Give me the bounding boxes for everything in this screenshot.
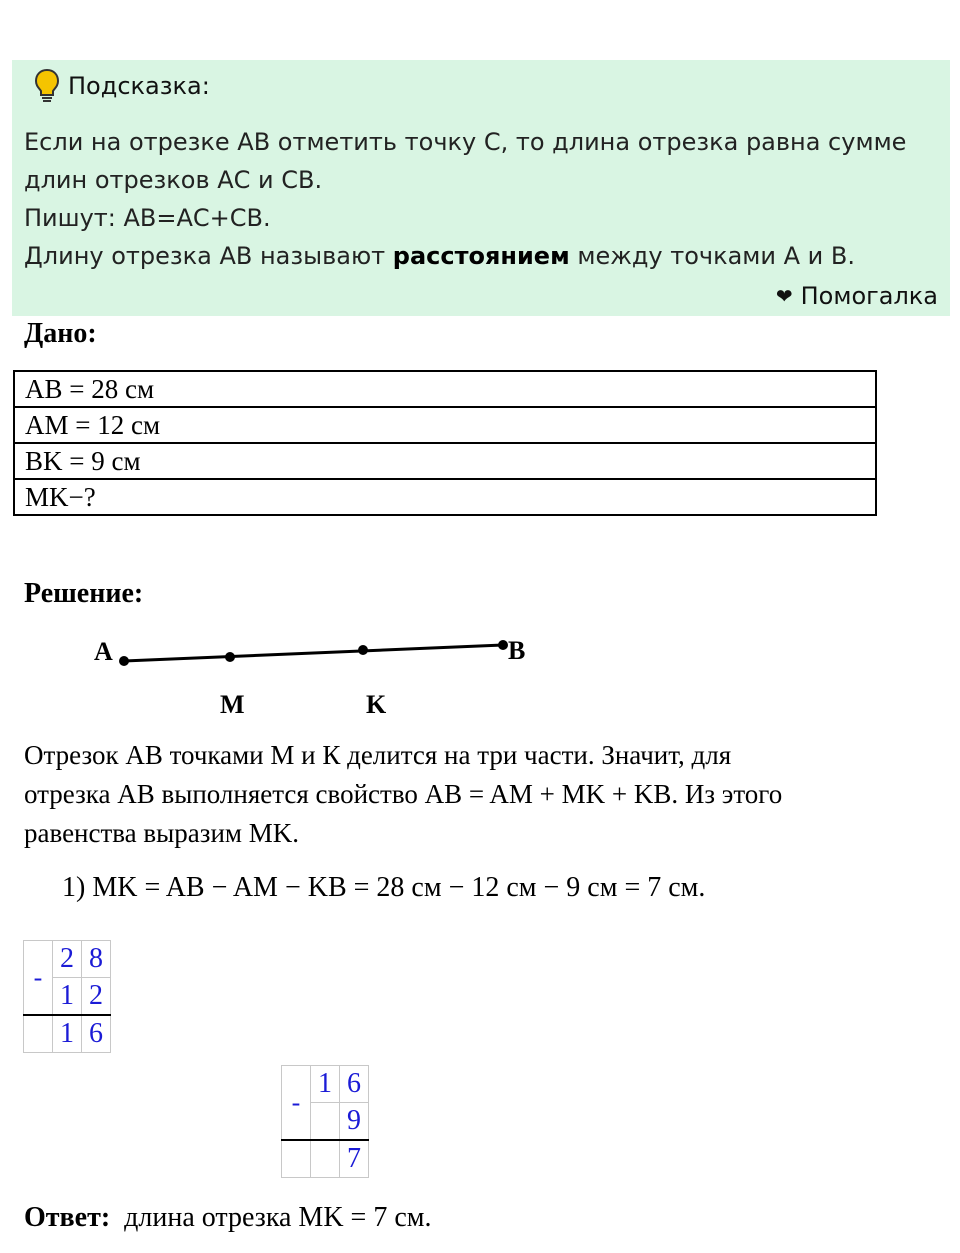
solution-step-1: 1) MK = AB − AM − KB = 28 см − 12 см − 9 см = 7 см. — [62, 872, 706, 903]
given-cell-ab: AB = 28 см — [14, 371, 876, 407]
given-row — [14, 371, 876, 407]
digit-cell: 2 — [82, 978, 111, 1016]
calc-result-row — [24, 1015, 111, 1053]
minus-sign: - — [282, 1066, 311, 1141]
hint-footer-label: Помогалка — [800, 282, 938, 310]
hint-line-4-end: между точками А и В. — [569, 242, 855, 270]
answer-text: длина отрезка MK = 7 см. — [110, 1202, 432, 1233]
point-b-dot — [498, 640, 508, 650]
digit-cell: 1 — [311, 1066, 340, 1103]
segment-ab-line — [124, 645, 503, 661]
digit-cell: 6 — [82, 1015, 111, 1053]
hint-line-3: Пишут: АВ=АС+СВ. — [24, 204, 271, 232]
point-m-label: M — [220, 690, 245, 719]
given-heading: Дано: — [24, 318, 97, 349]
hint-line-1: Если на отрезке АВ отметить точку С, то длина отрезка равна сумме — [24, 128, 907, 156]
column-subtraction-2 — [281, 1065, 369, 1178]
given-table — [13, 370, 877, 516]
given-row — [14, 479, 876, 515]
calc-row — [24, 941, 111, 978]
hint-term-distance: расстоянием — [392, 242, 570, 270]
given-row — [14, 443, 876, 479]
hint-line-4-start: Длину отрезка АВ называют — [24, 242, 393, 270]
hint-footer[interactable] — [776, 282, 938, 310]
given-cell-question: MK−? — [14, 479, 876, 515]
answer-label: Ответ: — [24, 1202, 111, 1233]
lightbulb-icon — [34, 68, 60, 104]
digit-cell: 9 — [340, 1103, 369, 1141]
heart-icon: ❤ — [775, 284, 793, 308]
column-subtraction-1 — [23, 940, 111, 1053]
solution-paragraph-line-1: Отрезок АВ точками М и К делится на три части. Значит, для — [24, 740, 732, 770]
point-k-label: K — [366, 690, 387, 719]
point-b-label: B — [508, 636, 526, 665]
answer — [24, 1202, 432, 1234]
digit-cell: 6 — [340, 1066, 369, 1103]
hint-box — [12, 60, 950, 316]
given-cell-am: AM = 12 см — [14, 407, 876, 443]
solution-paragraph-line-3: равенства выразим MK. — [24, 818, 299, 848]
empty-cell — [24, 1015, 53, 1053]
calc-row — [282, 1066, 369, 1103]
hint-line-4 — [24, 242, 855, 270]
digit-cell: 8 — [82, 941, 111, 978]
calc-result-row — [282, 1140, 369, 1178]
segment-diagram — [90, 628, 550, 728]
point-k-dot — [358, 645, 368, 655]
point-a-label: A — [94, 637, 113, 666]
minus-sign: - — [24, 941, 53, 1016]
solution-heading: Решение: — [24, 578, 144, 609]
given-row — [14, 407, 876, 443]
given-cell-bk: BK = 9 см — [14, 443, 876, 479]
digit-cell: 2 — [53, 941, 82, 978]
hint-title: Подсказка: — [68, 72, 210, 100]
solution-paragraph-line-2: отрезка АВ выполняется свойство AB = AM + MK + KB. Из этого — [24, 779, 783, 809]
hint-header — [34, 68, 210, 104]
empty-cell — [282, 1140, 311, 1178]
point-a-dot — [119, 656, 129, 666]
digit-cell — [311, 1140, 340, 1178]
digit-cell: 1 — [53, 978, 82, 1016]
digit-cell: 7 — [340, 1140, 369, 1178]
point-m-dot — [225, 652, 235, 662]
hint-line-2: длин отрезков АС и СВ. — [24, 166, 323, 194]
digit-cell — [311, 1103, 340, 1141]
digit-cell: 1 — [53, 1015, 82, 1053]
